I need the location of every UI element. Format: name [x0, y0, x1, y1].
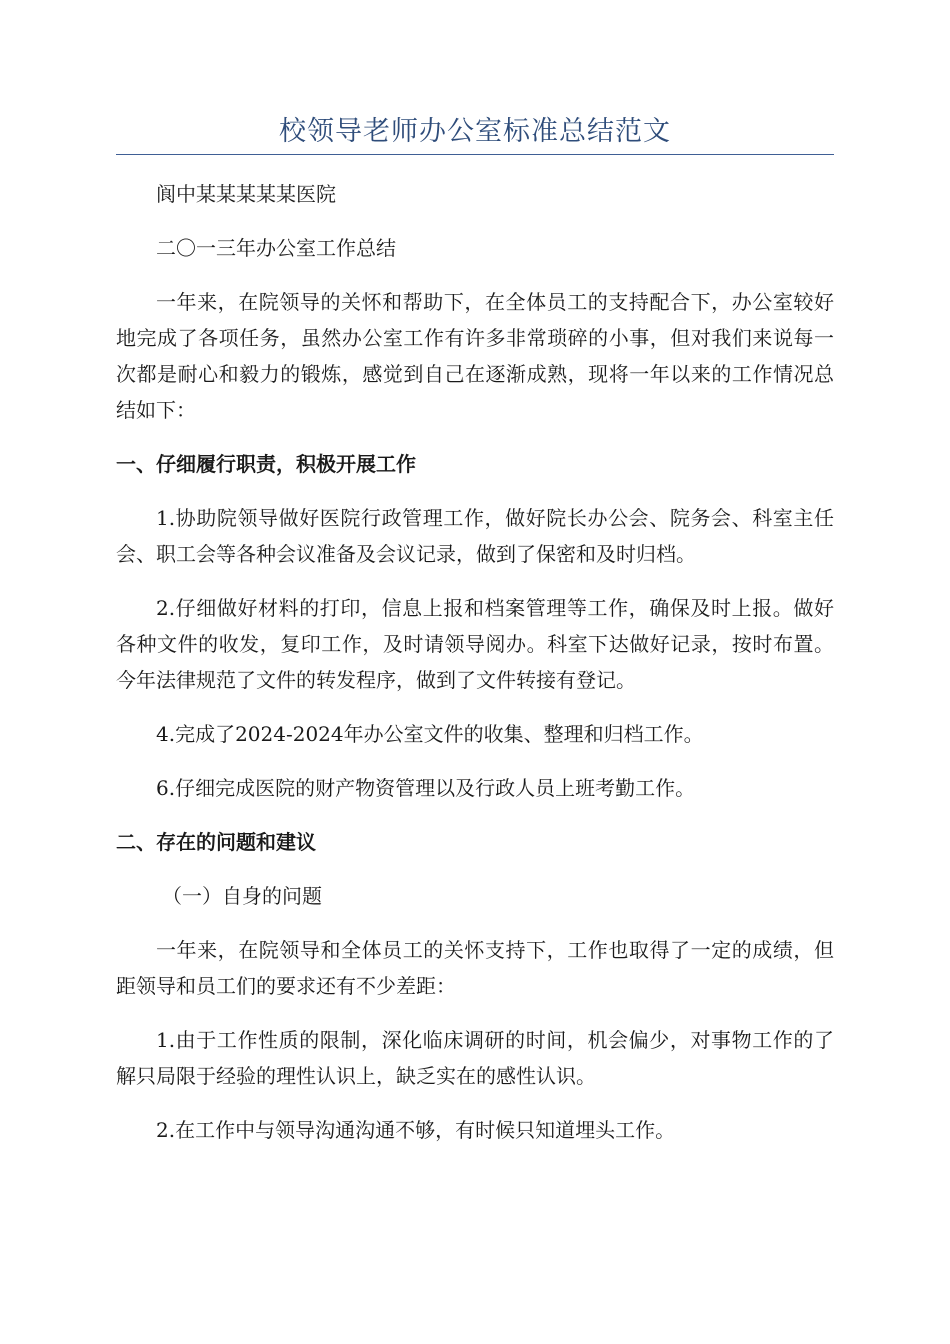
list-item-1: 1.协助院领导做好医院行政管理工作，做好院长办公会、院务会、科室主任会、职工会等各种会议准备及会议记录，做到了保密和及时归档。	[116, 506, 834, 566]
list-item-2: 2.仔细做好材料的打印，信息上报和档案管理等工作，确保及时上报。做好各种文件的收发，复印工作，及时请领导阅办。科室下达做好记录，按时布置。今年法律规范了文件的转发程序，做到了文件转接有登记。	[116, 596, 834, 692]
organization-line: 阆中某某某某某医院	[156, 182, 336, 206]
list-item-4: 4.完成了2024-2024年办公室文件的收集、整理和归档工作。	[156, 722, 704, 746]
section-heading-1: 一、仔细履行职责，积极开展工作	[116, 452, 416, 476]
problem-item-2: 2.在工作中与领导沟通沟通不够，有时候只知道埋头工作。	[156, 1118, 676, 1142]
list-item-6: 6.仔细完成医院的财产物资管理以及行政人员上班考勤工作。	[156, 776, 696, 800]
problems-intro-paragraph: 一年来，在院领导和全体员工的关怀支持下，工作也取得了一定的成绩，但距领导和员工们的要求还有不少差距：	[116, 938, 834, 998]
document-body	[116, 176, 834, 1148]
section-heading-2: 二、存在的问题和建议	[116, 830, 316, 854]
intro-paragraph: 一年来，在院领导的关怀和帮助下，在全体员工的支持配合下，办公室较好地完成了各项任务，虽然办公室工作有许多非常琐碎的小事，但对我们来说每一次都是耐心和毅力的锻炼，感觉到自己在逐渐成熟，现将一年以来的工作情况总结如下：	[116, 290, 834, 422]
subsection-heading-1: （一）自身的问题	[162, 884, 322, 908]
problem-item-1: 1.由于工作性质的限制，深化临床调研的时间，机会偏少，对事物工作的了解只局限于经验的理性认识上，缺乏实在的感性认识。	[116, 1028, 834, 1088]
report-title-line: 二〇一三年办公室工作总结	[156, 236, 396, 260]
document-title: 校领导老师办公室标准总结范文	[279, 116, 671, 147]
title-underline	[116, 154, 834, 155]
